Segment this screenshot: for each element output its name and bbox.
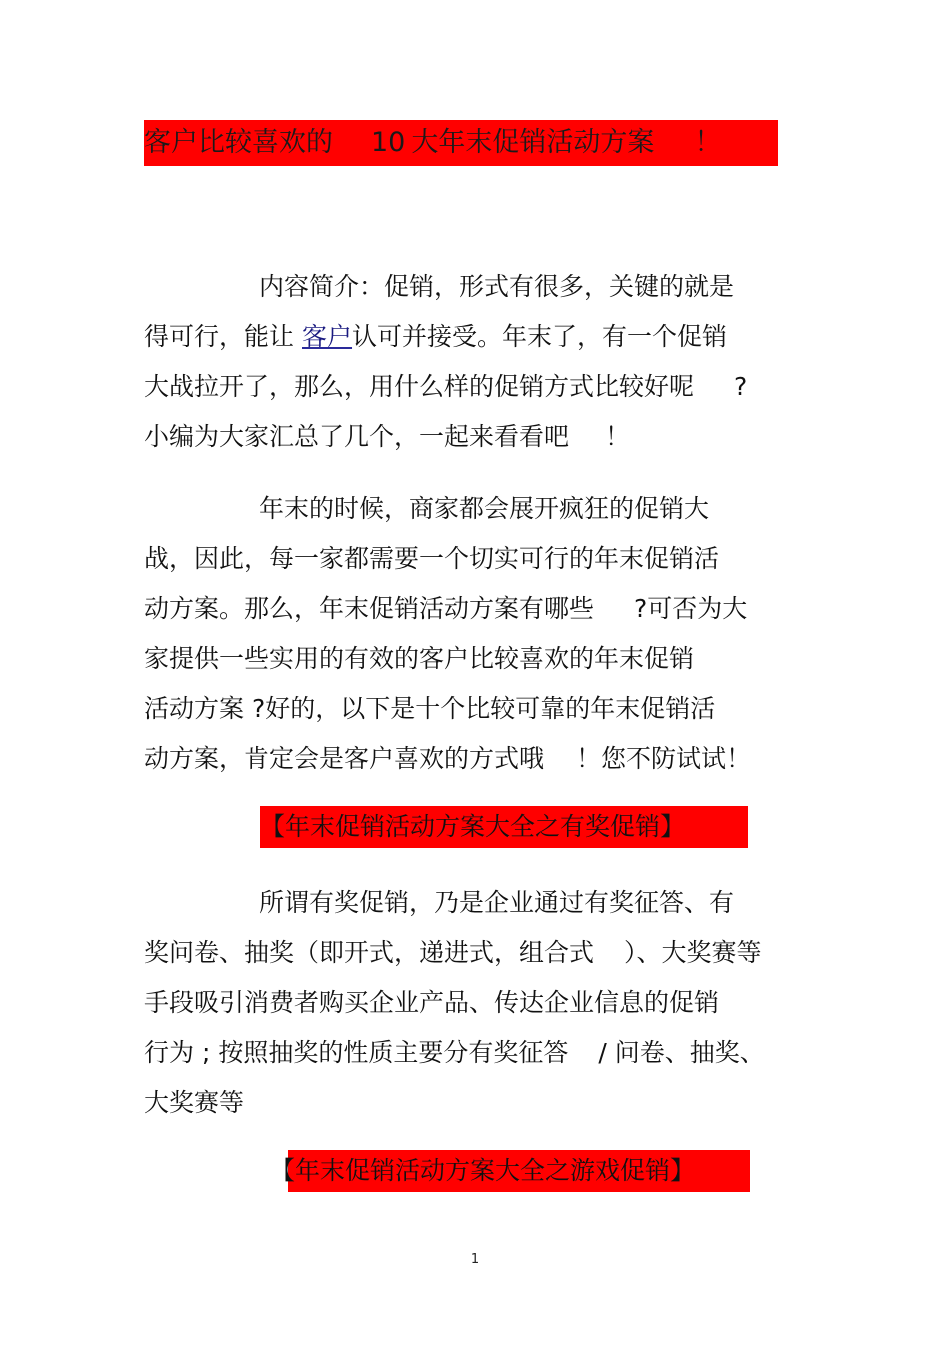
intro-line-2 xyxy=(144,312,824,362)
intro-line-3-text: 大战拉开了，那么，用什么样的促销方式比较好呢 xyxy=(144,372,695,401)
section-heading-game-promotion xyxy=(270,1150,750,1192)
para2-line-5: 活动方案 ?好的，以下是十个比较可靠的年末促销活 xyxy=(144,694,716,723)
intro-line-4-mark: ！ xyxy=(605,422,631,451)
para2-line-3-text: 动方案。那么，年末促销活动方案有哪些 xyxy=(144,594,595,623)
section1-line-3: 手段吸引消费者购买企业产品、传达企业信息的促销 xyxy=(144,988,720,1017)
document-title xyxy=(144,120,778,166)
second-paragraph xyxy=(144,484,824,784)
intro-line-3 xyxy=(144,362,824,412)
section1-line-4 xyxy=(144,1028,824,1078)
section1-line-4-text: 行为 ; 按照抽奖的性质主要分有奖征答 xyxy=(144,1038,569,1067)
intro-paragraph xyxy=(144,262,824,462)
intro-line-2-start: 得可行，能让 xyxy=(144,322,295,351)
section1-line-1: 所谓有奖促销，乃是企业通过有奖征答、有 xyxy=(259,888,735,917)
section1-line-2-end: ）、大奖赛等 xyxy=(624,938,762,967)
para2-line-4: 家提供一些实用的有效的客户比较喜欢的年末促销 xyxy=(144,644,695,673)
section1-line-5: 大奖赛等 xyxy=(144,1088,245,1117)
para2-line-6-text: 动方案，肯定会是客户喜欢的方式哦 xyxy=(144,744,545,773)
para2-line-2: 战，因此，每一家都需要一个切实可行的年末促销活 xyxy=(144,544,720,573)
para2-line-3-end: ?可否为大 xyxy=(634,594,748,623)
title-part-4: ！ xyxy=(694,127,722,158)
section-heading-prize-promotion: 【年末促销活动方案大全之有奖促销】 xyxy=(260,806,748,848)
section1-paragraph xyxy=(144,878,824,1128)
title-part-1: 客户比较喜欢的 xyxy=(144,127,333,158)
section2-heading-text: 【年末促销活动方案大全之游戏促销】 xyxy=(270,1156,696,1185)
intro-line-2-end: 认可并接受。年末了，有一个促销 xyxy=(352,322,728,351)
intro-line-4 xyxy=(144,412,824,462)
title-part-3: 大年末促销活动方案 xyxy=(411,127,655,158)
intro-line-4-text: 小编为大家汇总了几个，一起来看看吧 xyxy=(144,422,570,451)
section1-line-4-end: / 问卷、抽奖、 xyxy=(598,1038,765,1067)
para2-line-3 xyxy=(144,584,824,634)
intro-line-1: 内容简介：促销，形式有很多，关键的就是 xyxy=(259,272,735,301)
section1-line-2-text: 奖问卷、抽奖（即开式，递进式，组合式 xyxy=(144,938,595,967)
para2-line-6-end: ！您不防试试！ xyxy=(576,744,752,773)
customer-link[interactable]: 客户 xyxy=(302,322,353,351)
title-part-2: 10 xyxy=(371,127,406,158)
intro-line-3-mark: ? xyxy=(734,372,748,401)
para2-line-1: 年末的时候，商家都会展开疯狂的促销大 xyxy=(259,494,710,523)
page-number: 1 xyxy=(470,1252,480,1267)
para2-line-6 xyxy=(144,734,824,784)
section1-line-2 xyxy=(144,928,824,978)
